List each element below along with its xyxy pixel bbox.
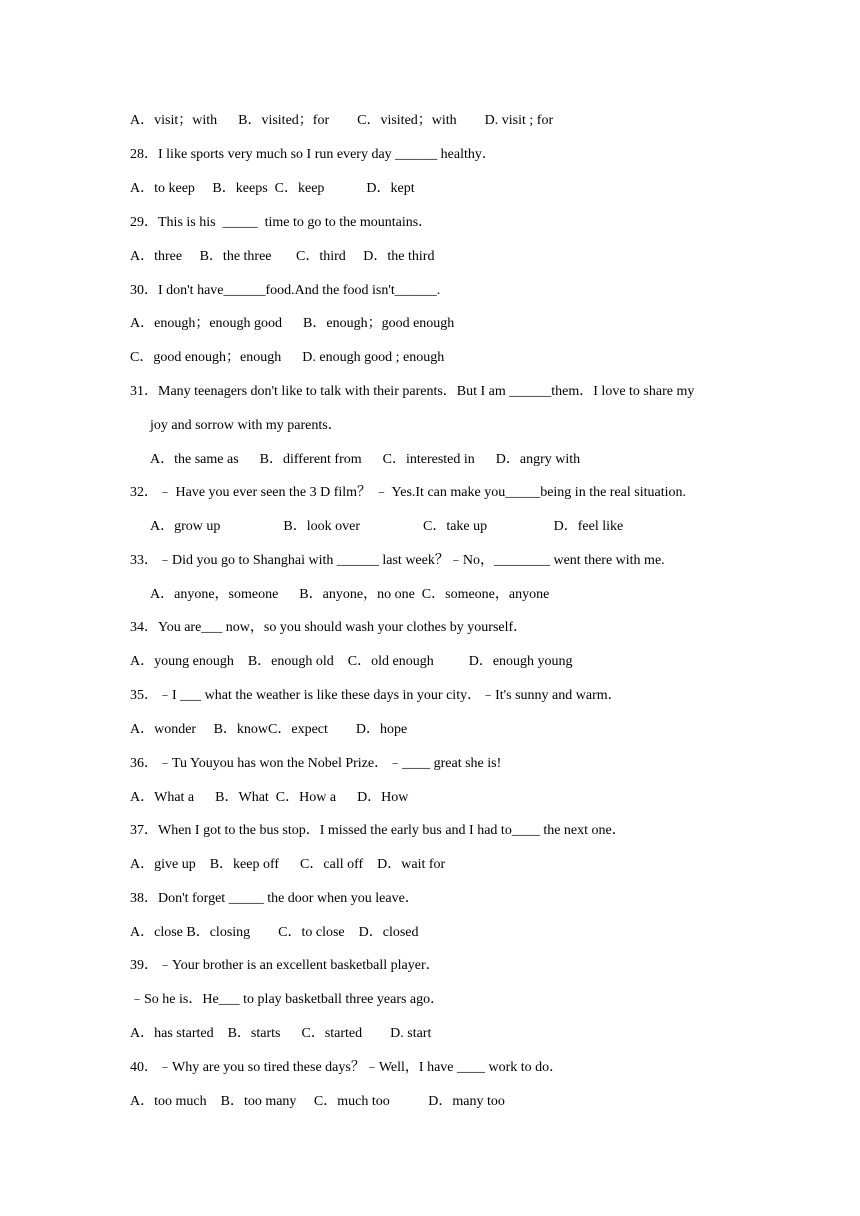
q40-stem: 40．﹣Why are you so tired these days？﹣Well，I have ____ work to do．	[130, 1060, 564, 1075]
q39-options: A．has started B．starts C．started D. start	[130, 1026, 432, 1041]
q39-stem-cont: ﹣So he is．He___ to play basketball three years ago．	[130, 992, 445, 1007]
q27-options: A．visit；with B．visited；for C．visited；with D. visit ; for	[130, 113, 554, 128]
q33-options: A．anyone，someone B．anyone，no one C．someone，anyone	[150, 587, 550, 602]
q38-stem: 38．Don't forget _____ the door when you leave．	[130, 891, 419, 906]
q32-options: A．grow up B．look over C．take up D．feel like	[150, 519, 624, 534]
q38-options: A．close B．closing C．to close D．closed	[130, 925, 419, 940]
q34-stem: 34．You are___ now，so you should wash your clothes by yourself．	[130, 620, 528, 635]
q35-stem: 35．﹣I ___ what the weather is like these days in your city．﹣It's sunny and warm．	[130, 688, 622, 703]
q40-options: A．too much B．too many C．much too D．many too	[130, 1094, 505, 1109]
q30-stem: 30．I don't have______food.And the food isn't______.	[130, 283, 441, 298]
q28-options: A．to keep B．keeps C．keep D．kept	[130, 181, 415, 196]
q34-options: A．young enough B．enough old C．old enough D．enough young	[130, 654, 573, 669]
q35-options: A．wonder B．knowC．expect D．hope	[130, 722, 408, 737]
q33-stem: 33．﹣Did you go to Shanghai with ______ last week？﹣No，________ went there with me.	[130, 553, 665, 568]
q31-stem: 31．Many teenagers don't like to talk with their parents．But I am ______them．I love to share my	[130, 384, 695, 399]
q30-options-cd: C．good enough；enough D. enough good ; enough	[130, 350, 445, 365]
q31-options: A．the same as B．different from C．interested in D．angry with	[150, 452, 581, 467]
q29-stem: 29．This is his _____ time to go to the mountains．	[130, 215, 433, 230]
q36-stem: 36．﹣Tu Youyou has won the Nobel Prize．﹣____ great she is!	[130, 756, 502, 771]
q29-options: A．three B．the three C．third D．the third	[130, 249, 435, 264]
q31-stem-cont: joy and sorrow with my parents．	[150, 418, 342, 433]
q37-options: A．give up B．keep off C．call off D．wait for	[130, 857, 446, 872]
q32-stem: 32．﹣ Have you ever seen the 3 D film？ ﹣ Yes.It can make you_____being in the real situation.	[130, 485, 686, 500]
q36-options: A．What a B．What C．How a D．How	[130, 790, 409, 805]
q39-stem: 39．﹣Your brother is an excellent basketball player．	[130, 958, 440, 973]
q28-stem: 28．I like sports very much so I run every day ______ healthy．	[130, 147, 496, 162]
q30-options-ab: A．enough；enough good B．enough；good enough	[130, 316, 455, 331]
q37-stem: 37．When I got to the bus stop．I missed the early bus and I had to____ the next one．	[130, 823, 626, 838]
